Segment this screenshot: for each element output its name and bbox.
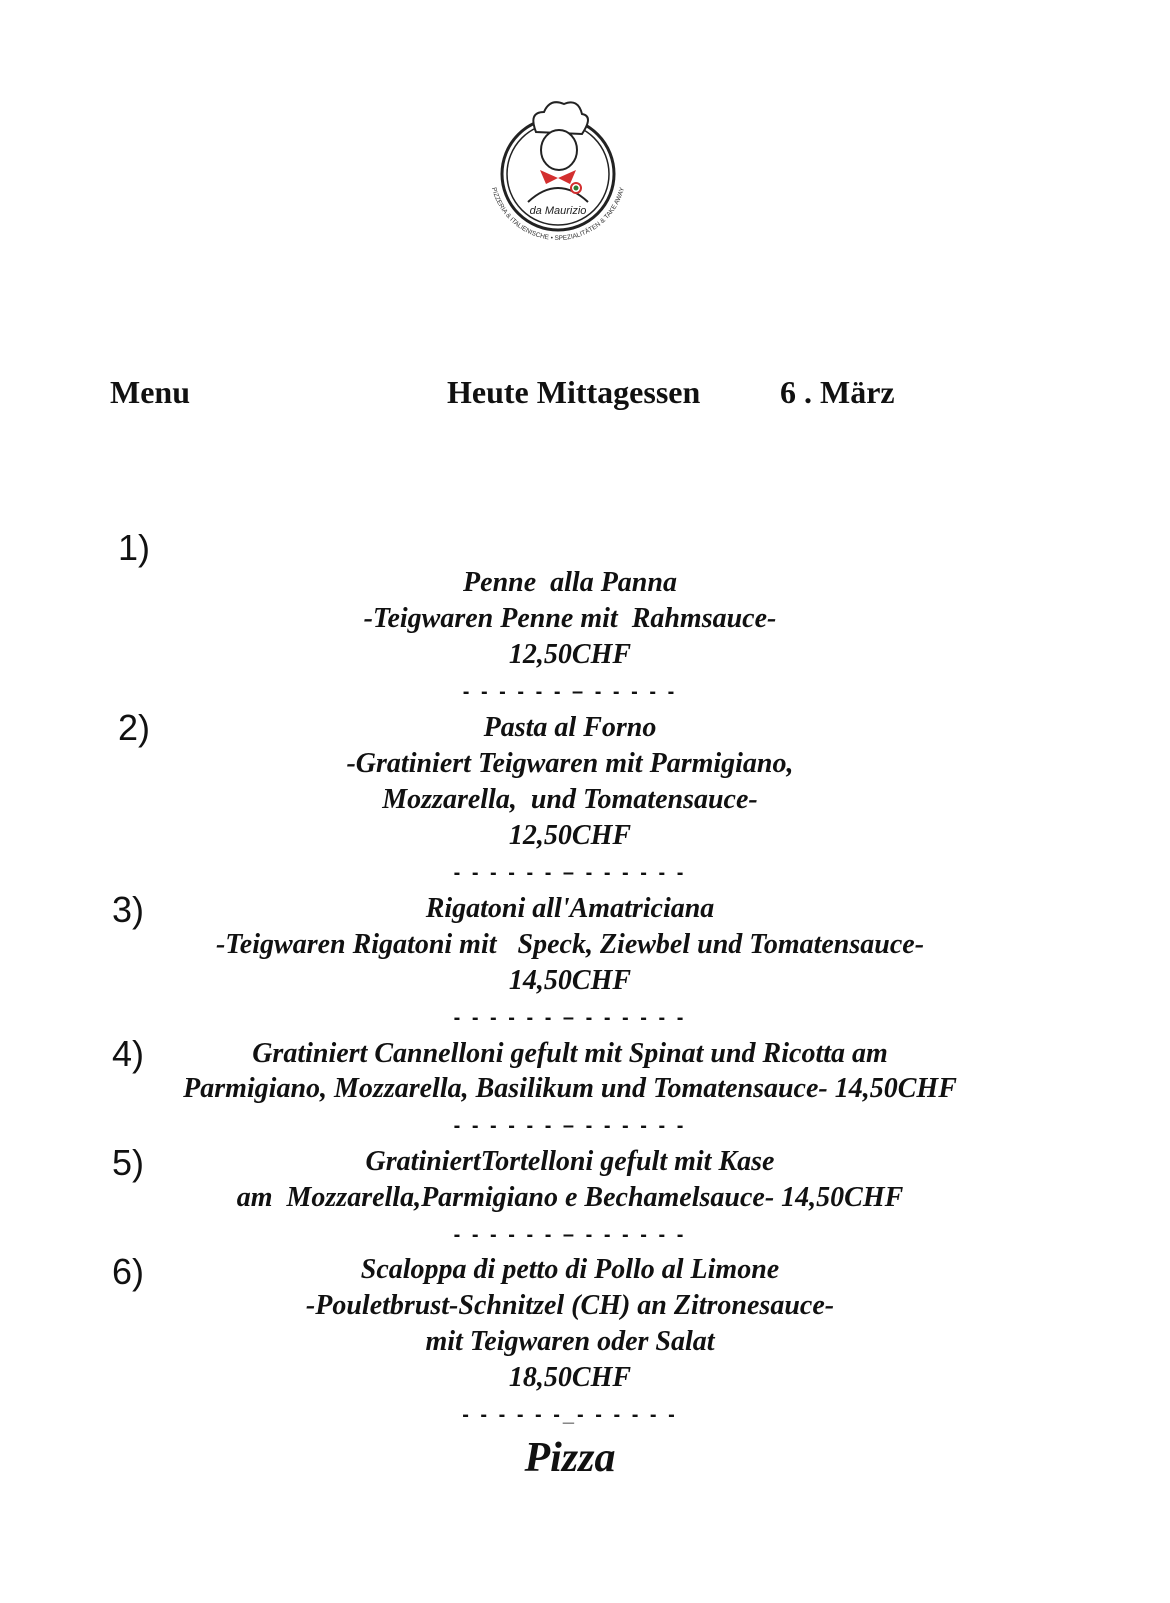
dish-description: am Mozzarella,Parmigiano e Bechamelsauce- 14,50CHF [236, 1182, 904, 1213]
dish-description: Mozzarella, und Tomatensauce- [382, 784, 758, 815]
dish-name: Rigatoni all'Amatriciana [425, 893, 715, 924]
dish-description: -Gratiniert Teigwaren mit Parmigiano, [346, 748, 794, 779]
separator: - - - - - - – - - - - - - [453, 1224, 687, 1246]
separator: - - - - - - – - - - - - [462, 681, 678, 703]
separator: - - - - - - – - - - - - - [453, 1115, 687, 1137]
page-title: Heute Mittagessen [447, 374, 701, 410]
restaurant-logo [478, 92, 638, 252]
dish-description: Parmigiano, Mozzarella, Basilikum und Tomatensauce- 14,50CHF [183, 1073, 957, 1104]
item-number: 1) [118, 527, 151, 568]
dish-name: Gratiniert Cannelloni gefult mit Spinat und Ricotta am [252, 1038, 888, 1069]
svg-text:da Maurizio: da Maurizio [529, 205, 587, 217]
item-number: 3) [112, 889, 145, 930]
dish-name: Scaloppa di petto di Pollo al Limone [360, 1254, 780, 1285]
item-number: 5) [112, 1142, 145, 1183]
menu-date: 6 . März [780, 374, 895, 410]
dish-name: GratiniertTortelloni gefult mit Kase [365, 1146, 775, 1177]
section-heading-pizza: Pizza [524, 1435, 616, 1481]
svg-text:PIZZERIA & ITALIENISCHE • SPEZ: PIZZERIA & ITALIENISCHE • SPEZIALITÄTEN & TAKE AWAY [489, 186, 627, 243]
dish-description: -Pouletbrust-Schnitzel (CH) an Zitronesauce- [305, 1290, 835, 1321]
separator: - - - - - -_- - - - - - [462, 1404, 678, 1426]
dish-price: 14,50CHF [508, 965, 632, 996]
separator: - - - - - - – - - - - - - [453, 1007, 687, 1029]
item-number: 4) [112, 1033, 145, 1074]
dish-price: 12,50CHF [508, 820, 632, 851]
dish-description: -Teigwaren Penne mit Rahmsauce- [363, 603, 777, 634]
menu-label: Menu [110, 374, 190, 410]
item-number: 2) [118, 707, 151, 748]
dish-name: Pasta al Forno [483, 712, 657, 743]
dish-description: -Teigwaren Rigatoni mit Speck, Ziewbel und Tomatensauce- [215, 929, 925, 960]
dish-price: 18,50CHF [508, 1362, 632, 1393]
dish-price: 12,50CHF [508, 639, 632, 670]
separator: - - - - - - – - - - - - - [453, 862, 687, 884]
item-number: 6) [112, 1251, 145, 1292]
dish-name: Penne alla Panna [463, 567, 677, 598]
dish-description: mit Teigwaren oder Salat [425, 1326, 715, 1357]
